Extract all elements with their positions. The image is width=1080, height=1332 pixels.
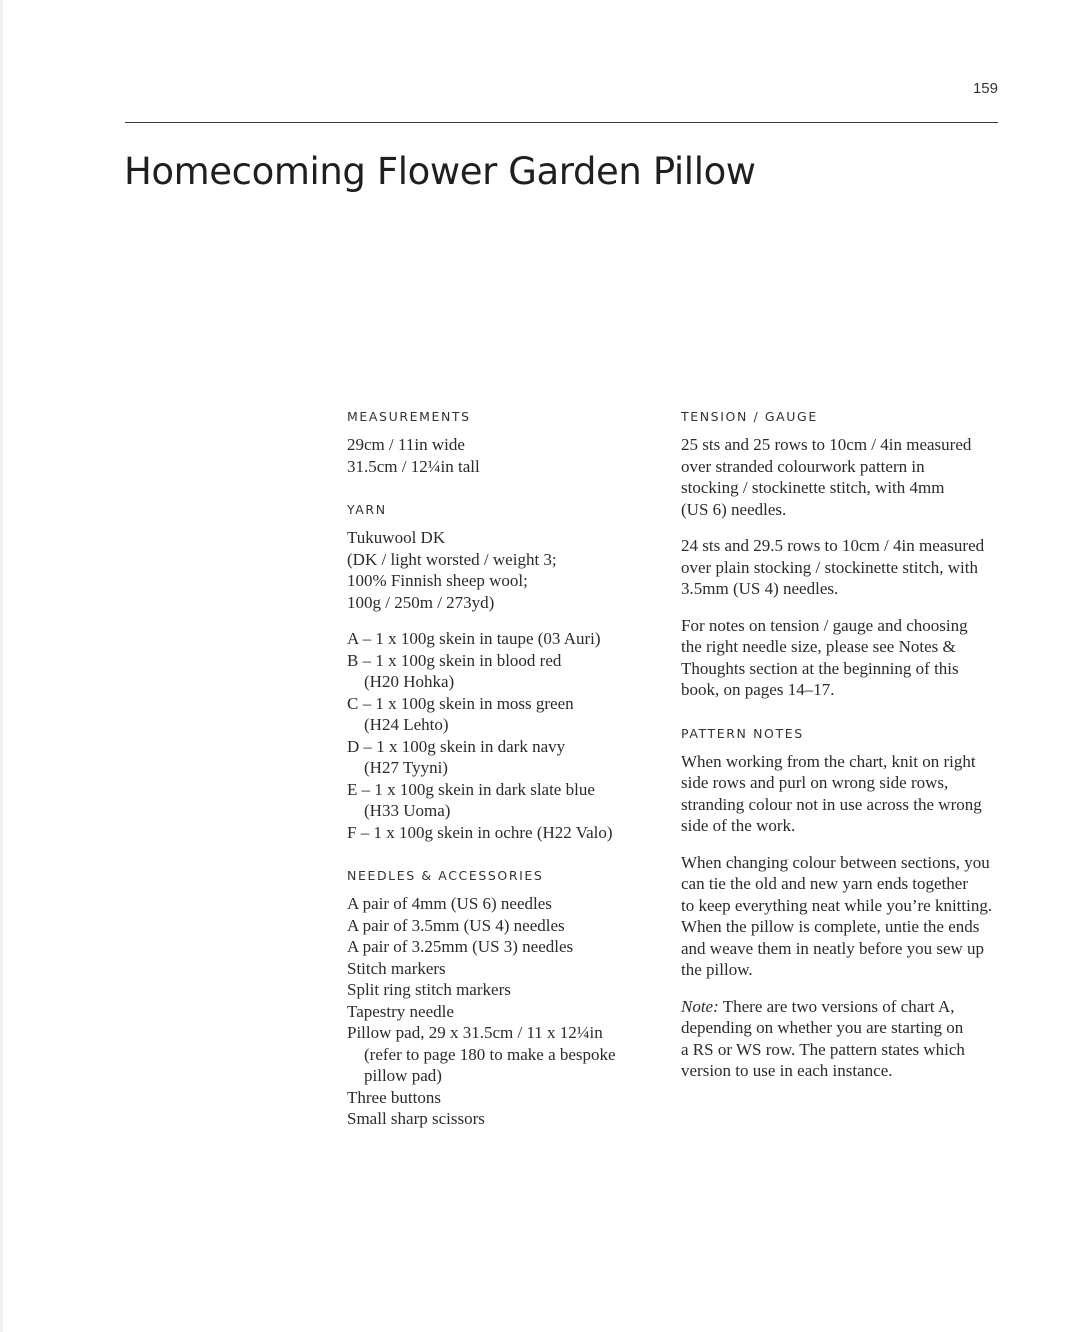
yarn-section <box>347 501 647 843</box>
measurement-height: 31.5cm / 12¼in tall <box>347 456 480 476</box>
needles-item-continued: pillow pad) <box>364 1066 442 1085</box>
yarn-colour-b: B – 1 x 100g skein in blood red <box>347 650 562 670</box>
needles-item: A pair of 3.25mm (US 3) needles <box>347 937 574 956</box>
text-line: side of the work. <box>681 816 796 835</box>
yarn-intro-line: (DK / light worsted / weight 3; <box>347 549 557 569</box>
needles-section <box>347 867 647 1130</box>
needles-item: A pair of 4mm (US 6) needles <box>347 894 552 913</box>
yarn-colour-d: D – 1 x 100g skein in dark navy <box>347 736 566 756</box>
yarn-colour-a: A – 1 x 100g skein in taupe (03 Auri) <box>347 629 601 648</box>
text-line: 3.5mm (US 4) needles. <box>681 579 839 598</box>
tension-paragraph <box>681 434 1006 520</box>
note-paragraph <box>681 996 1006 1082</box>
measurement-width: 29cm / 11in wide <box>347 435 465 454</box>
text-line: When working from the chart, knit on right <box>681 751 976 771</box>
yarn-colour-f: F – 1 x 100g skein in ochre (H22 Valo) <box>347 822 613 842</box>
needles-item-continued: (refer to page 180 to make a bespoke <box>364 1044 616 1064</box>
text-line: the pillow. <box>681 960 753 979</box>
tension-paragraph <box>681 535 1006 600</box>
text-line: book, on pages 14–17. <box>681 680 835 699</box>
needles-item: Tapestry needle <box>347 1001 454 1021</box>
tension-paragraph <box>681 615 1006 701</box>
left-column <box>347 408 647 1154</box>
needles-item: Split ring stitch markers <box>347 980 511 999</box>
tension-heading: TENSION / GAUGE <box>681 409 818 424</box>
page-edge-shadow <box>0 0 3 1332</box>
text-line: and weave them in neatly before you sew up <box>681 938 985 958</box>
text-line: stranding colour not in use across the wrong <box>681 794 982 814</box>
text-line: Thoughts section at the beginning of this <box>681 658 959 678</box>
note-text: There are two versions of chart A, <box>718 996 955 1016</box>
text-line: the right needle size, please see Notes & <box>681 637 956 656</box>
note-label: Note: <box>681 996 719 1016</box>
text-line: a RS or WS row. The pattern states which <box>681 1039 965 1059</box>
text-line: depending on whether you are starting on <box>681 1018 964 1037</box>
needles-heading: NEEDLES & ACCESSORIES <box>347 868 544 883</box>
needles-item: Pillow pad, 29 x 31.5cm / 11 x 12¼in <box>347 1023 603 1042</box>
tension-section <box>681 408 1006 701</box>
text-line: For notes on tension / gauge and choosing <box>681 615 968 635</box>
text-line: 25 sts and 25 rows to 10cm / 4in measured <box>681 435 972 454</box>
yarn-intro-line: 100g / 250m / 273yd) <box>347 592 495 612</box>
text-line: When the pillow is complete, untie the ends <box>681 917 980 936</box>
yarn-colour-d-code: (H27 Tyyni) <box>364 758 448 777</box>
text-line: version to use in each instance. <box>681 1061 893 1080</box>
text-line: 24 sts and 29.5 rows to 10cm / 4in measured <box>681 536 985 555</box>
text-line: can tie the old and new yarn ends together <box>681 874 969 893</box>
needles-item: Three buttons <box>347 1087 441 1107</box>
yarn-colour-e-code: (H33 Uoma) <box>364 801 451 820</box>
pattern-notes-heading: PATTERN NOTES <box>681 725 804 741</box>
pattern-notes-paragraph <box>681 751 1006 837</box>
yarn-colour-c-code: (H24 Lehto) <box>364 715 449 734</box>
text-line: over plain stocking / stockinette stitch, with <box>681 557 978 577</box>
spacer <box>347 613 647 628</box>
yarn-heading: YARN <box>347 502 387 517</box>
header-rule <box>125 122 998 123</box>
yarn-colour-b-code: (H20 Hohka) <box>364 672 455 691</box>
yarn-intro-line: 100% Finnish sheep wool; <box>347 571 528 590</box>
text-line: to keep everything neat while you’re knitting. <box>681 895 993 915</box>
text-line: side rows and purl on wrong side rows, <box>681 773 949 792</box>
yarn-intro-line: Tukuwool DK <box>347 528 446 547</box>
text-line: over stranded colourwork pattern in <box>681 456 925 476</box>
needles-item: A pair of 3.5mm (US 4) needles <box>347 915 565 935</box>
page-number: 159 <box>972 80 998 97</box>
needles-item: Stitch markers <box>347 958 446 978</box>
measurements-heading: MEASUREMENTS <box>347 409 471 424</box>
text-line: When changing colour between sections, you <box>681 852 990 872</box>
pattern-notes-section <box>681 725 1006 1082</box>
page-title: Homecoming Flower Garden Pillow <box>124 150 756 193</box>
text-line: stocking / stockinette stitch, with 4mm <box>681 478 945 497</box>
pattern-notes-paragraph <box>681 852 1006 981</box>
needles-item: Small sharp scissors <box>347 1109 485 1128</box>
yarn-colour-e: E – 1 x 100g skein in dark slate blue <box>347 779 595 799</box>
yarn-colour-c: C – 1 x 100g skein in moss green <box>347 693 574 713</box>
text-line <box>681 996 1006 1018</box>
right-column <box>681 408 1006 1106</box>
text-line: (US 6) needles. <box>681 499 787 519</box>
measurements-section <box>347 408 647 477</box>
